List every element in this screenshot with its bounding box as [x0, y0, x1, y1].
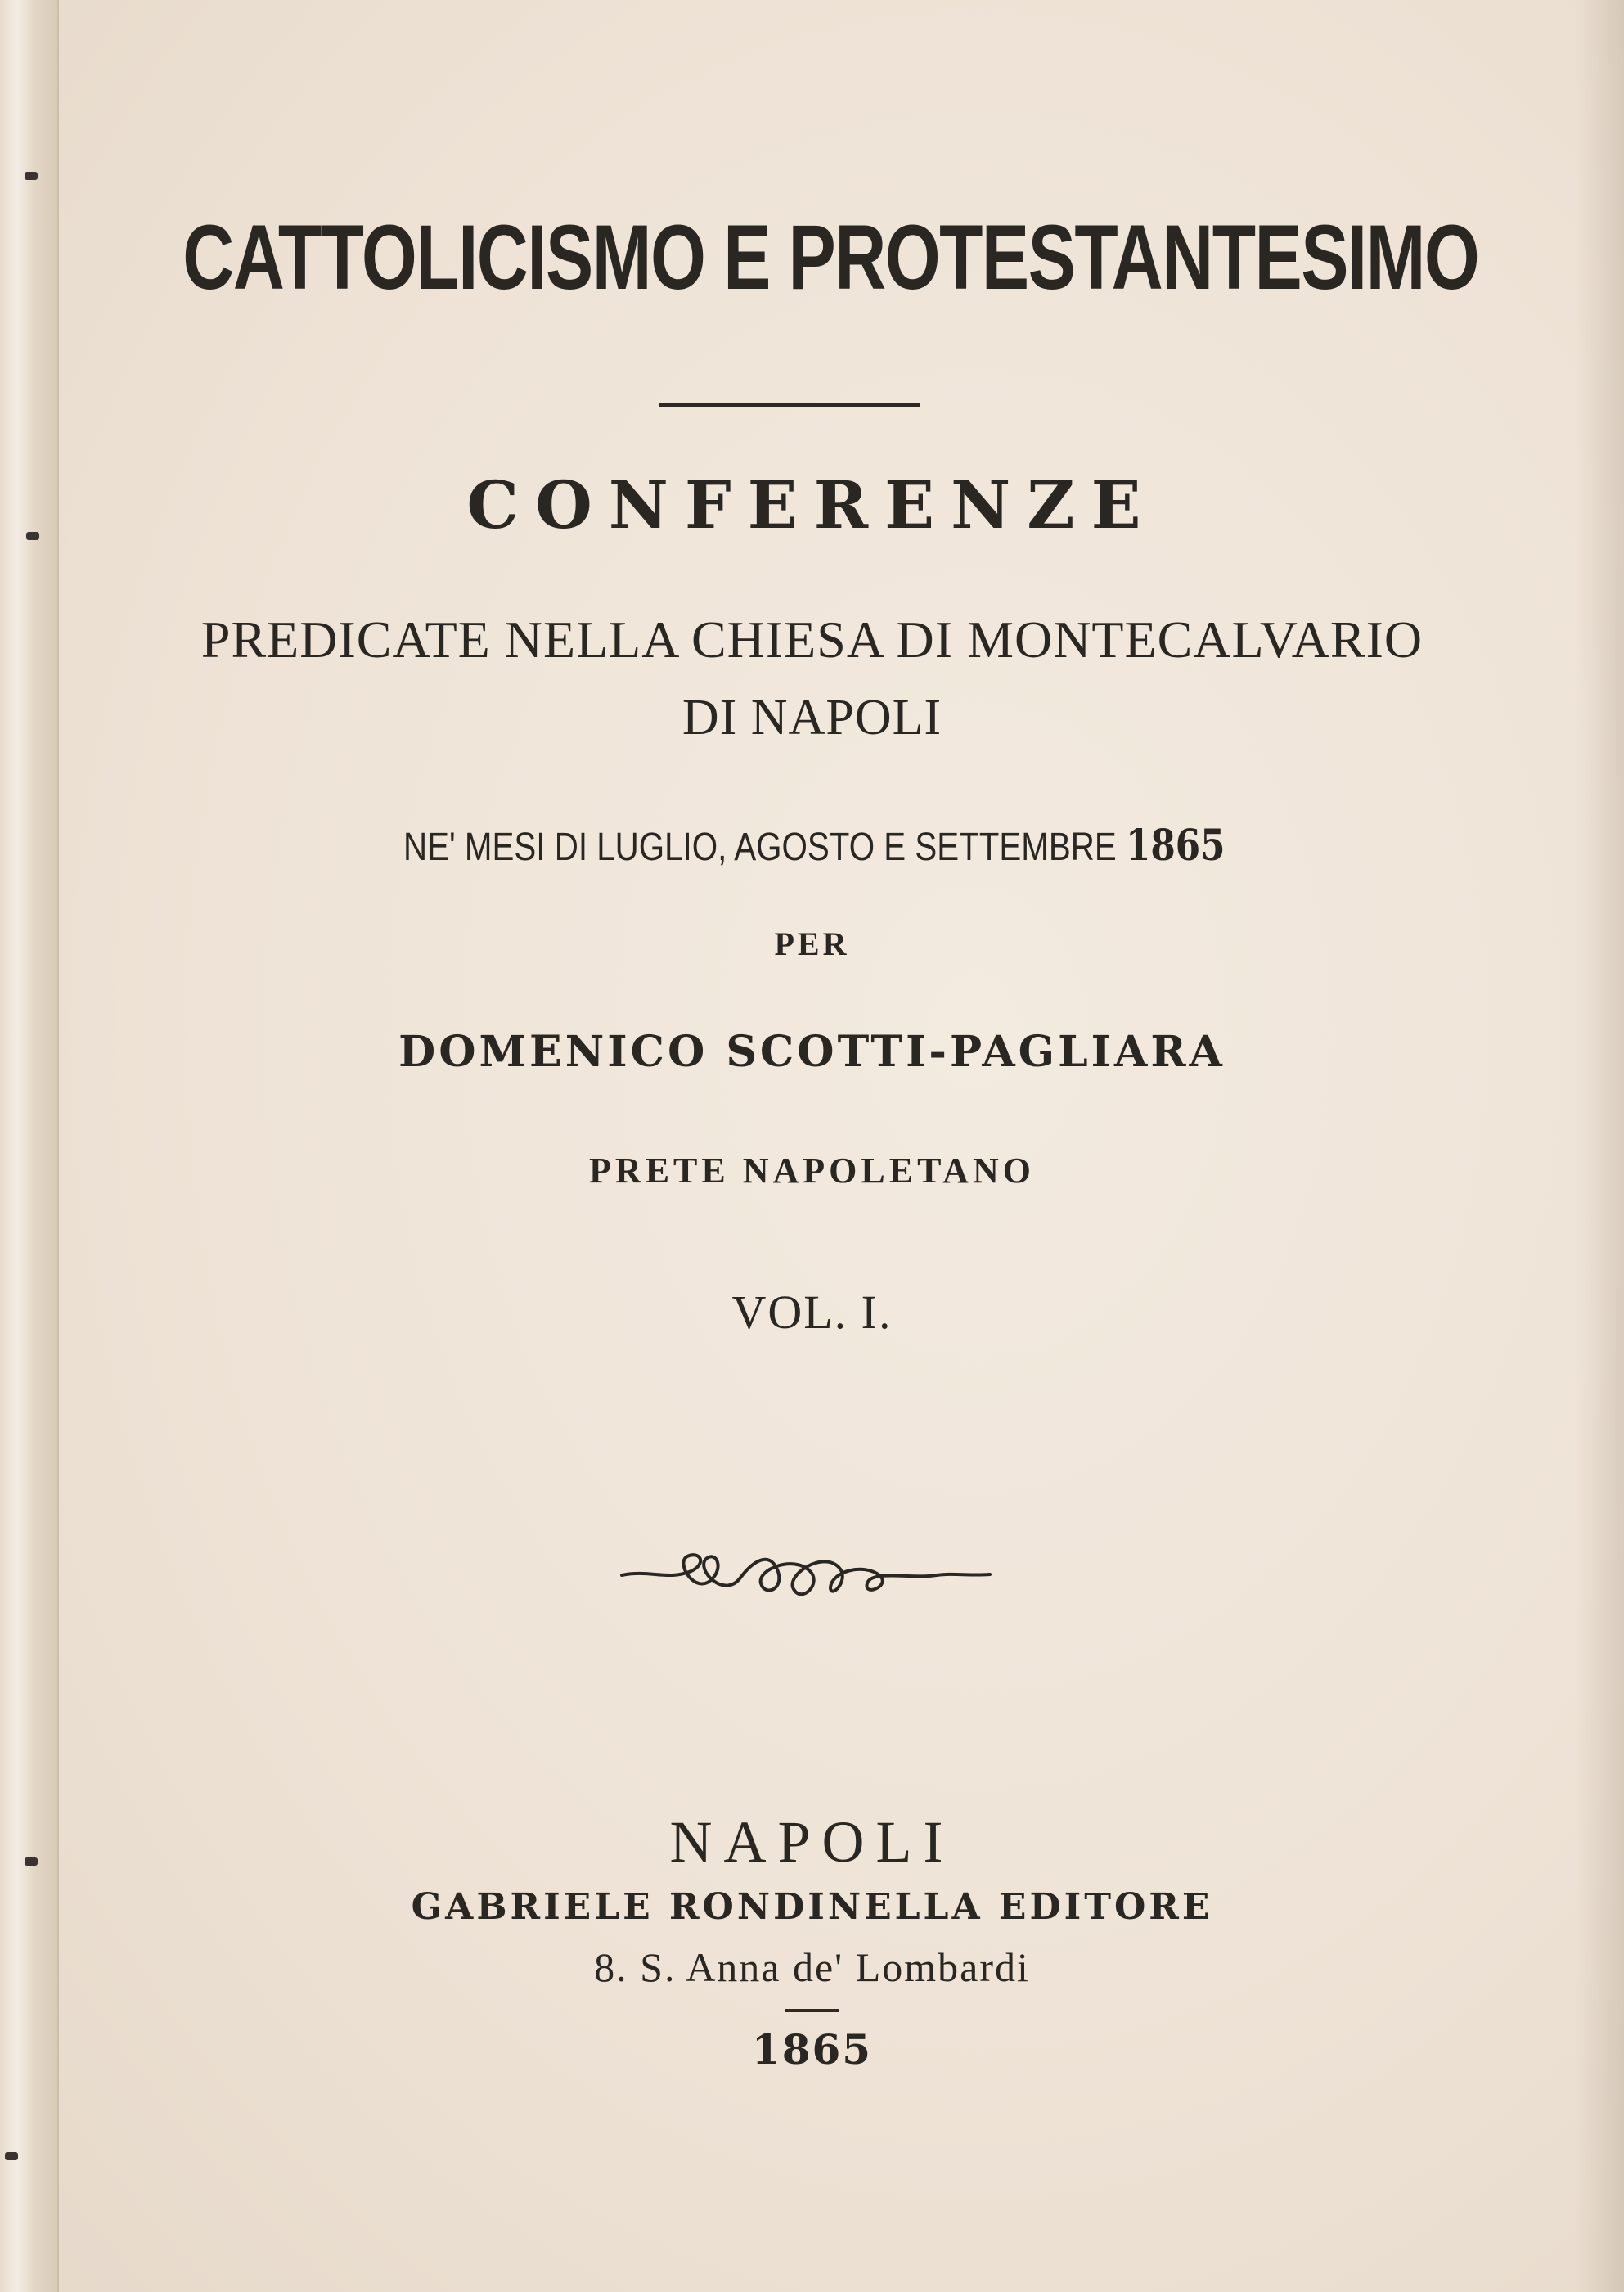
binding-stitch — [5, 2152, 18, 2160]
imprint-address: 8. S. Anna de' Lombardi — [594, 1944, 1030, 1990]
volume-label: VOL. I. — [731, 1286, 893, 1339]
author-title: PRETE NAPOLETANO — [589, 1151, 1035, 1191]
preached-line-1: PREDICATE NELLA CHIESA DI MONTECALVARIO — [200, 610, 1424, 669]
imprint-city: NAPOLI — [669, 1809, 955, 1875]
main-title: CATTOLICISMO E PROTESTANTESIMO — [182, 206, 1479, 308]
months-line — [133, 821, 1496, 871]
subtitle: CONFERENZE — [466, 466, 1158, 543]
flourish-ornament — [618, 1538, 994, 1612]
per-label: PER — [774, 925, 850, 962]
binding-stitch — [25, 172, 38, 180]
imprint-year: 1865 — [751, 2025, 873, 2074]
preached-line-2: DI NAPOLI — [682, 690, 942, 745]
months-text: NE' MESI DI LUGLIO, AGOSTO E SETTEMBRE — [403, 826, 1117, 869]
author-name: DOMENICO SCOTTI-PAGLIARA — [398, 1027, 1226, 1077]
imprint-rule — [785, 2009, 839, 2012]
months-year: 1865 — [1126, 821, 1226, 871]
title-rule — [659, 403, 920, 407]
imprint-publisher: GABRIELE RONDINELLA EDITORE — [411, 1886, 1213, 1928]
